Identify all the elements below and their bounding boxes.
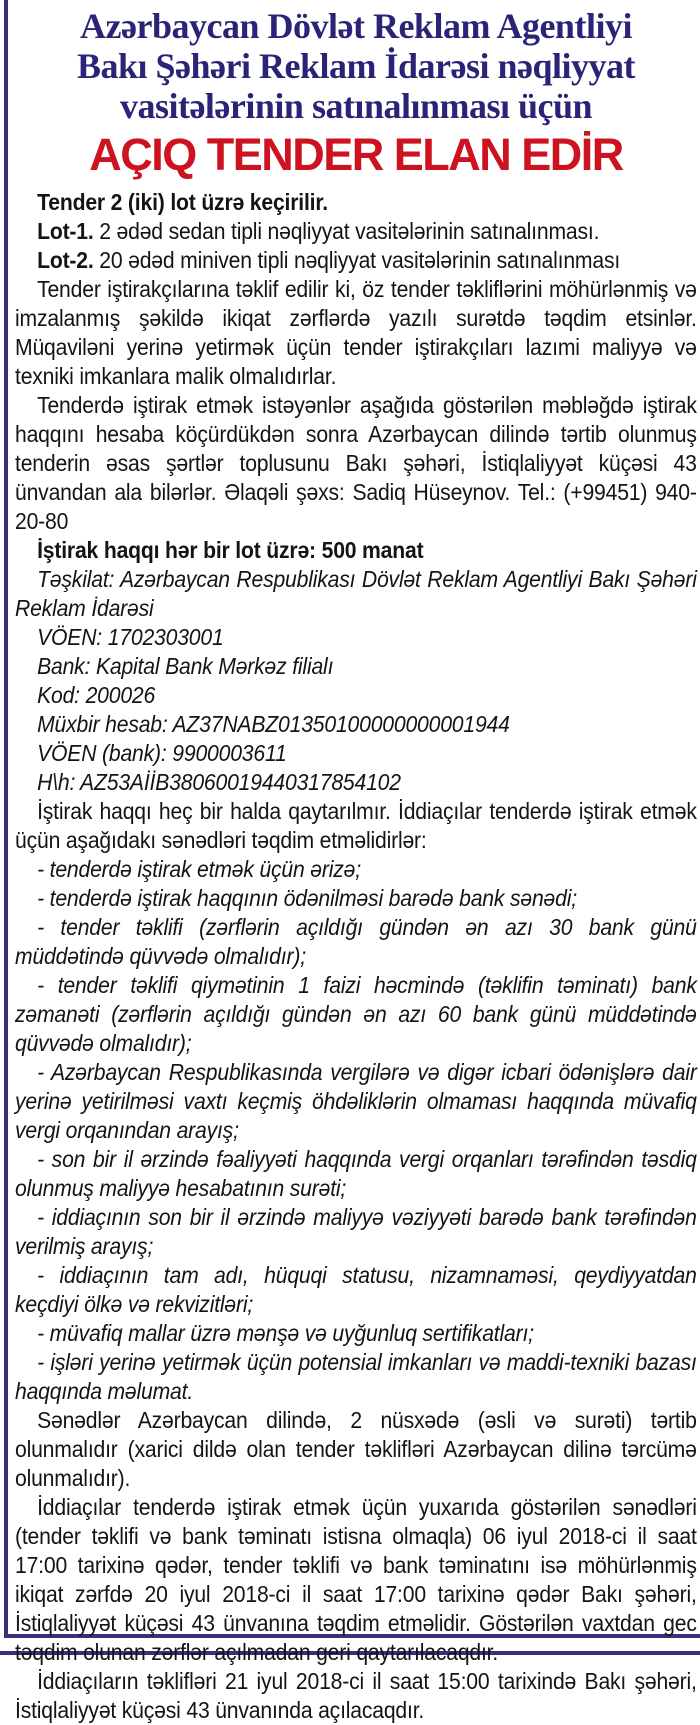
paragraph: VÖEN (bank): 9900003611 xyxy=(37,740,287,766)
paragraph: Tenderdə iştirak etmək istəyənlər aşağıda göstərilən məbləğdə iştirak haqqını hesaba köçürdükdən sonra Azərbaycan dilində tərtib olunmuş tenderin əsas şərtlər toplusunu Bakı şəhəri, İstiqlaliyyət küçəsi 43 ünvandan ala bilərlər. Əlaqəli şəxs: Sadiq Hüseynov. Tel.: (+99451) 940-20-80 xyxy=(15,392,697,534)
paragraph: H\h: AZ53AİİB38060019440317854102 xyxy=(37,769,401,795)
announcement-content xyxy=(15,6,697,1725)
paragraph: İddiaçıların təklifləri 21 iyul 2018-ci il saat 15:00 tarixində Bakı şəhəri, İstiqlaliyyət küçəsi 43 ünvanında açılacaqdır. xyxy=(15,1668,697,1723)
paragraph: - müvafiq mallar üzrə mənşə və uyğunluq sertifikatları; xyxy=(37,1320,534,1346)
announcement-header xyxy=(15,6,697,126)
paragraph: - Azərbaycan Respublikasında vergilərə və digər icbari ödənişlərə dair yerinə yetirilməsi vaxtı keçmiş öhdəliklərin olmaması haqqında müvafiq vergi orqanından arayış; xyxy=(15,1059,697,1143)
paragraph: Tender iştirakçılarına təklif edilir ki, öz tender təkliflərini möhürlənmiş və imzalanmış şəkildə ikiqat zərflərdə yazılı surətdə təqdim etsinlər. Müqaviləni yerinə yetirmək üçün tender iştirakçıları lazımi maliyyə və texniki imkanlara malik olmalıdırlar. xyxy=(15,276,697,389)
paragraph: Müxbir hesab: AZ37NABZ01350100000000001944 xyxy=(37,711,510,737)
paragraph: Bank: Kapital Bank Mərkəz filialı xyxy=(37,653,334,679)
paragraph: Kod: 200026 xyxy=(37,682,156,708)
box-border-left xyxy=(4,0,8,1638)
paragraph: Sənədlər Azərbaycan dilində, 2 nüsxədə (əsli və surəti) tərtib olunmalıdır (xarici dildə olan tender təklifləri Azərbaycan dilinə tərcümə olunmalıdır). xyxy=(15,1407,697,1491)
paragraph: Lot-1. 2 ədəd sedan tipli nəqliyyat vasitələrinin satınalınması. xyxy=(37,218,600,244)
paragraph: - tenderdə iştirak haqqının ödənilməsi barədə bank sənədi; xyxy=(37,885,577,911)
paragraph: - tender təklifi qiymətinin 1 faizi həcmində (təklifin təminatı) bank zəmanəti (zərflərin açıldığı gündən ən azı 60 bank günü müddətində qüvvədə olmalıdır); xyxy=(15,972,697,1056)
paragraph: - iddiaçının tam adı, hüquqi statusu, nizamnaməsi, qeydiyyatdan keçdiyi ölkə və rekvizitləri; xyxy=(15,1262,697,1317)
paragraph-lead: Lot-2. xyxy=(37,247,94,273)
header-line: Azərbaycan Dövlət Reklam Agentliyi xyxy=(80,6,632,46)
announcement-body xyxy=(15,188,697,1725)
tender-title: AÇIQ TENDER ELAN EDİR xyxy=(89,129,623,180)
header-line: Bakı Şəhəri Reklam İdarəsi nəqliyyat xyxy=(76,46,636,86)
paragraph-lead: Lot-1. xyxy=(37,218,94,244)
paragraph: Tender 2 (iki) lot üzrə keçirilir. xyxy=(37,189,328,215)
header-line: vasitələrinin satınalınması üçün xyxy=(119,86,593,126)
paragraph: - tender təklifi (zərflərin açıldığı gündən ən azı 30 bank günü müddətində qüvvədə olmalıdır); xyxy=(15,914,697,969)
paragraph: - iddiaçının son bir il ərzində maliyyə vəziyyəti barədə bank tərəfindən verilmiş arayış; xyxy=(15,1204,697,1259)
paragraph: İştirak haqqı hər bir lot üzrə: 500 manat xyxy=(37,537,424,563)
paragraph: Lot-2. 20 ədəd miniven tipli nəqliyyat vasitələrinin satınalınması xyxy=(37,247,621,273)
paragraph: İştirak haqqı heç bir halda qaytarılmır. İddiaçılar tenderdə iştirak etmək üçün aşağıdakı sənədləri təqdim etməlidirlər: xyxy=(15,798,697,853)
paragraph: Təşkilat: Azərbaycan Respublikası Dövlət Reklam Agentliyi Bakı Şəhəri Reklam İdarəsi xyxy=(15,566,697,621)
paragraph: VÖEN: 1702303001 xyxy=(37,624,224,650)
paragraph: - işləri yerinə yetirmək üçün potensial imkanları və maddi-texniki bazası haqqında məlumat. xyxy=(15,1349,697,1404)
paragraph: İddiaçılar tenderdə iştirak etmək üçün yuxarıda göstərilən sənədləri (tender təklifi və bank təminatı istisna olmaqla) 06 iyul 2018-ci il saat 17:00 tarixinə qədər, tender təklifi və bank təminatını isə möhürlənmiş ikiqat zərfdə 20 iyul 2018-ci il saat 17:00 tarixinə qədər Bakı şəhəri, İstiqlaliyyət küçəsi 43 ünvanına təqdim etməlidir. Göstərilən vaxtdan gec təqdim olunan zərflər açılmadan geri qaytarılacaqdır. xyxy=(15,1494,697,1665)
paragraph: - son bir il ərzində fəaliyyəti haqqında vergi orqanları tərəfindən təsdiq olunmuş maliyyə hesabatının surəti; xyxy=(15,1146,697,1201)
paragraph: - tenderdə iştirak etmək üçün ərizə; xyxy=(37,856,361,882)
